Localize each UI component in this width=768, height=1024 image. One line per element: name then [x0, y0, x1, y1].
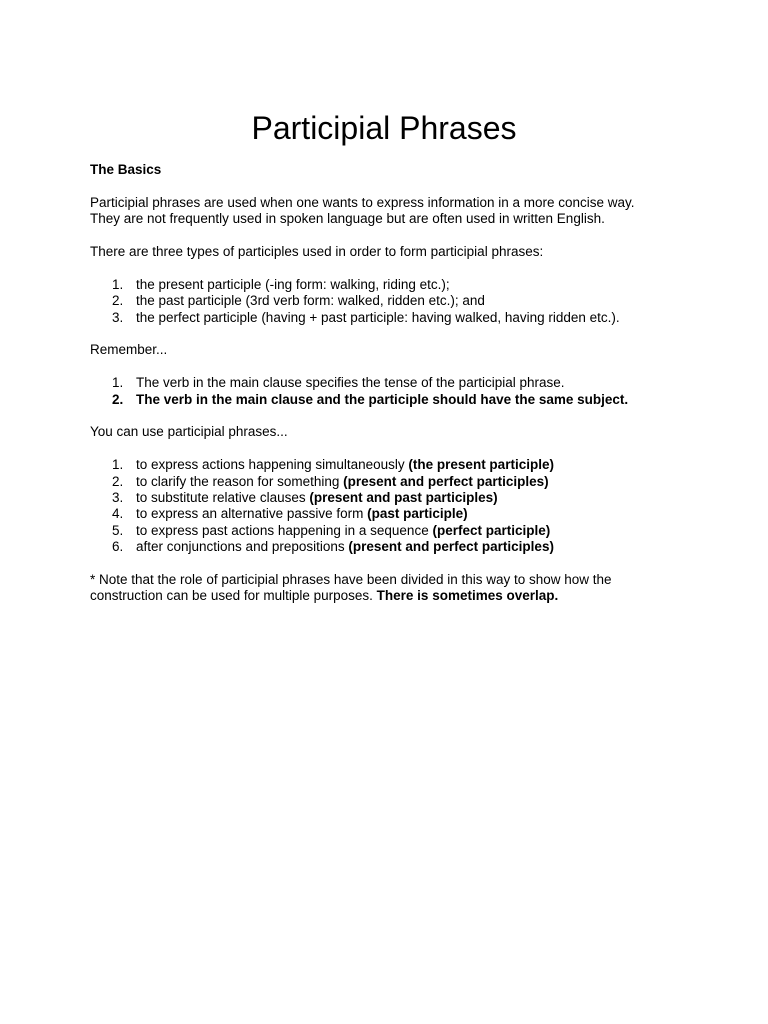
list-item [90, 506, 690, 522]
list-item [90, 539, 690, 555]
note-line-2 [90, 588, 690, 604]
uses-list [90, 457, 690, 555]
list-item [90, 523, 690, 539]
list-item [90, 310, 690, 326]
list-number: 3. [112, 490, 124, 506]
list-item [90, 375, 690, 391]
remember-list [90, 375, 690, 408]
document-body [90, 162, 690, 605]
intro-line-2: They are not frequently used in spoken language but are often used in written English. [90, 211, 605, 227]
page-title: Participial Phrases [251, 110, 517, 146]
list-item [90, 457, 690, 473]
list-item [90, 490, 690, 506]
list-item-text: to express past actions happening in a sequence [136, 522, 433, 538]
list-number: 1. [112, 375, 124, 391]
list-number: 3. [112, 309, 124, 325]
types-intro: There are three types of participles used in order to form participial phrases: [90, 244, 544, 259]
list-item-emphasis: (present and past participles) [309, 490, 498, 506]
section-heading: The Basics [90, 162, 162, 177]
note-emphasis: There is sometimes overlap. [376, 588, 559, 604]
list-item-emphasis: (the present participle) [408, 457, 554, 473]
list-number: 5. [112, 522, 124, 538]
list-item-emphasis: (present and perfect participles) [348, 539, 554, 555]
list-number: 6. [112, 539, 124, 555]
list-item-text: The verb in the main clause and the participle should have the same subject. [136, 391, 629, 407]
list-number: 2. [112, 473, 124, 489]
list-item-text: the present participle (-ing form: walking, riding etc.); [136, 276, 450, 292]
list-item [90, 392, 690, 408]
uses-intro: You can use participial phrases... [90, 424, 288, 440]
list-item-emphasis: (past participle) [367, 506, 468, 522]
remember-label: Remember... [90, 342, 168, 358]
list-item-text: to express an alternative passive form [136, 506, 368, 522]
list-item-text: after conjunctions and prepositions [136, 539, 349, 555]
list-item-text: The verb in the main clause specifies the tense of the participial phrase. [136, 375, 565, 391]
note-text: construction can be used for multiple purposes. [90, 588, 377, 604]
list-item-text: the past participle (3rd verb form: walked, ridden etc.); and [136, 293, 485, 309]
list-number: 1. [112, 457, 124, 473]
list-item-emphasis: (present and perfect participles) [343, 473, 549, 489]
list-item-text: to express actions happening simultaneously [136, 457, 409, 473]
note-line-1: * Note that the role of participial phrases have been divided in this way to show how the [90, 572, 612, 588]
list-item-text: to substitute relative clauses [136, 490, 310, 506]
list-number: 2. [112, 293, 124, 309]
list-item [90, 293, 690, 309]
intro-line-1: Participial phrases are used when one wants to express information in a more concise way. [90, 194, 635, 210]
list-item-emphasis: (perfect participle) [432, 522, 551, 538]
list-item [90, 277, 690, 293]
list-number: 2. [112, 391, 124, 407]
list-number: 1. [112, 276, 124, 292]
list-item-text: the perfect participle (having + past participle: having walked, having ridden etc.). [136, 309, 620, 325]
participle-types-list [90, 277, 690, 326]
list-number: 4. [112, 506, 124, 522]
list-item-text: to clarify the reason for something [136, 473, 344, 489]
list-item [90, 474, 690, 490]
